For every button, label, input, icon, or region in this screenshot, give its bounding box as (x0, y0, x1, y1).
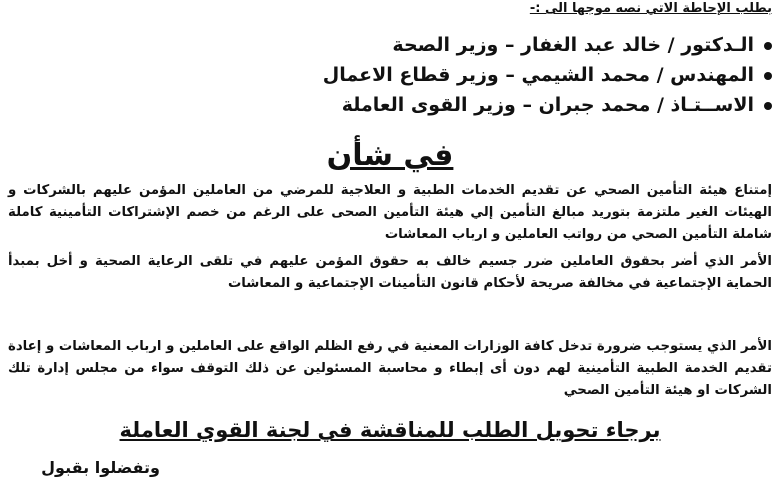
intro-line: بطلب الإحاطة الاتي نصه موجها الى :- (529, 1, 772, 16)
paragraph-2: الأمر الذي أضر بحقوق العاملين ضرر جسيم خالف به حقوق المؤمن عليهم في تلقى الرعاية الصحية و أخل بمبدأ الحماية الإجتماعية في مخالفة صريحة لأحكام قانون التأمينات الإجتماعية و المعاشات (8, 254, 772, 291)
recipient-item (323, 90, 772, 120)
paragraph-3: الأمر الذي يستوجب ضرورة تدخل كافة الوزارات المعنية في رفع الظلم الواقع على العاملين و ارباب المعاشات و إعادة تقديم الخدمة الطبية التأمينية لهم دون أى إبطاء و محاسبة المسئولين عن ذلك التوقف سواء من مجلس إدارة تلك الشركات او هيئة التأمين الصحي (8, 339, 772, 398)
recipient-item (323, 30, 772, 60)
bullet-icon (764, 72, 772, 80)
recipient-text: الـدكتور / خالد عبد الغفار – وزير الصحة (392, 34, 754, 56)
closing-line: وتفضلوا بقبول (41, 458, 160, 477)
paragraph-1: إمتناع هيئة التأمين الصحي عن تقديم الخدمات الطبية و العلاجية للمرضي من العاملين المؤمن عليهم بالشركات و الهيئات الغير ملتزمة بتوريد مبالغ التأمين إلي هيئة التأمين الصحى على الرغم من خصم الإشتراكات التأمينية كاملة شاملة التأمين الصحي من رواتب العاملين و ارباب المعاشات (8, 183, 772, 242)
bullet-icon (764, 102, 772, 110)
bullet-icon (764, 42, 772, 50)
recipient-text: المهندس / محمد الشيمي – وزير قطاع الاعمال (322, 64, 754, 86)
recipient-item (323, 60, 772, 90)
recipients-list (323, 30, 772, 120)
request-heading: برجاء تحويل الطلب للمناقشة في لجنة القوي العاملة (119, 418, 661, 442)
subject-heading: في شأن (326, 138, 454, 173)
recipient-text: الاســتـاذ / محمد جبران – وزير القوى العاملة (341, 94, 754, 116)
